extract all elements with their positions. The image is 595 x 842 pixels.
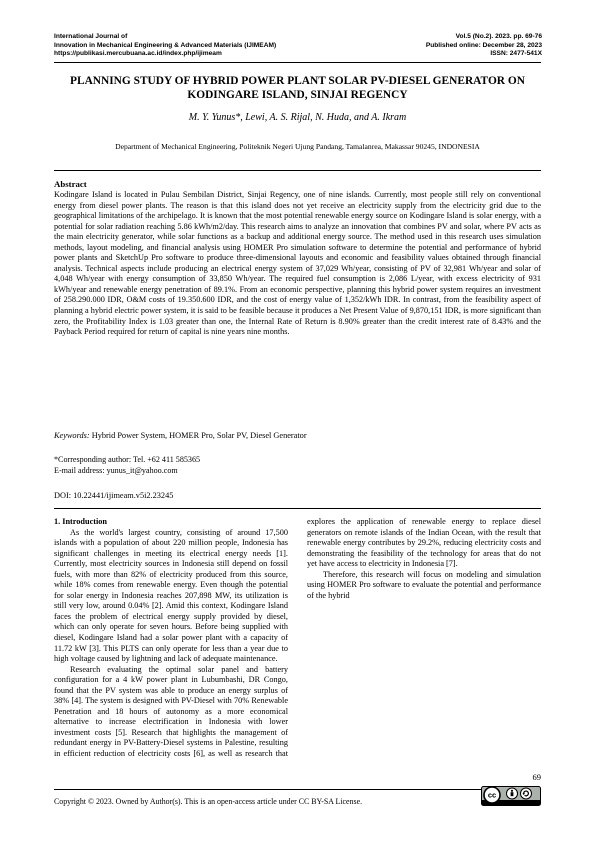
cc-by-sa-license-icon[interactable]	[481, 786, 541, 806]
svg-text:cc: cc	[487, 790, 497, 800]
doi[interactable]: DOI: 10.22441/ijimeam.v5i2.23245	[54, 491, 174, 500]
footer-rule	[54, 789, 541, 790]
page-number: 69	[532, 772, 541, 782]
introduction-paragraph-1: As the world's largest country, consisting of around 17,500 islands with a population of about 220 million people, Indonesia has significant challenges in meeting its electrical energy needs [1]. Currently, most electricity sources in Indonesia still depend on fossil fuels, with more than 82% of electricity produced from this source, while 18% comes from renewable energy. Even though the potential for solar energy in Indonesia reaches 207,898 MW, its utilization is still very low, around 0.04% [2]. Amid this context, Kodingare Island faces the problem of electrical energy supply provided by diesel, which can only operate for seven hours. Before being supplied with diesel, Kodingare Island had a solar power plant with a capacity of 11.72 kW [3]. This PLTS can only operate for less than a year due to high voltage caused by lightning and lack of adequate maintenance.	[54, 527, 288, 664]
introduction-paragraph-2: Research evaluating the optimal solar panel and battery configuration for a 4 kW power plant in Lubumbashi, DR Congo, found that the PV system was able to produce an energy surplus of 38% [4]. The system is designed with PV-Diesel with 70% Renewable Penetration and 18 hours of autonomy as a more economical alternative to increase electrification in Indonesia with lower investment costs [5]. Research that highlights the management of redundant energy in PV-Battery-Diesel systems in Palestine, resulting in efficient reduction of electricity costs [6], as well as research that	[54, 664, 288, 759]
journal-name-line1: International Journal of	[54, 33, 128, 40]
keywords	[54, 431, 541, 440]
introduction-paragraph-3: Therefore, this research will focus on modeling and simulation using HOMER Pro software to evaluate the potential and performance of the hybrid	[307, 569, 541, 600]
body-column-right	[307, 517, 541, 601]
corresponding-author: *Corresponding author: Tel. +62 411 585365	[54, 455, 201, 464]
keywords-text: Hybrid Power System, HOMER Pro, Solar PV, Diesel Generator	[91, 431, 307, 440]
paper-title: PLANNING STUDY OF HYBRID POWER PLANT SOLAR PV-DIESEL GENERATOR ON KODINGARE ISLAND, SINJAI REGENCY	[70, 75, 525, 101]
introduction-paragraph-2-continued: explores the application of renewable energy to replace diesel generators on remote islands of the Indian Ocean, with the result that renewable energy contributes by 29.2%, reducing electricity costs and demonstrating the feasibility of the technology for areas that do not yet have access to electricity in Indonesia [7].	[307, 517, 541, 569]
issn: ISSN: 2477-541X	[490, 50, 542, 58]
introduction-heading: 1. Introduction	[54, 517, 108, 526]
copyright-notice: Copyright © 2023. Owned by Author(s). This is an open-access article under CC BY-SA License.	[54, 797, 363, 806]
journal-header-left	[54, 33, 276, 59]
header-rule	[54, 62, 541, 63]
abstract-text: Kodingare Island is located in Pulau Sembilan District, Sinjai Regency, one of nine islands. Currently, most people still rely on conventional energy from diesel power plants. The reason is that this island does not yet receive an electricity supply from the electricity grid due to the geographical limitations of the archipelago. It is known that the most potential renewable energy source on Kodingare Island is solar energy, with a potential for solar radiation reaching 5.86 kWh/m2/day. This research aims to analyze an innovation that combines PV and solar, where PV acts as the main electricity generator, while solar functions as a backup and additional energy source. The method used in this research uses simulation methods, layout modeling, and financial analysis using HOMER Pro simulation software to determine the potential and performance of hybrid power plants and SketchUp Pro software to produce three-dimensional layouts and economic and feasibility values obtained through financial analysis. Technical aspects include producing an electrical energy system of 37,029 Wh/year, consisting of PV of 32,981 Wh/year and solar of 4,048 Wh/year with energy consumption of 33,850 Wh/year. The required fuel consumption is 2,086 L/year, with excess electricity of 931 kWh/year and renewable energy penetration of 89.1%. From an economic perspective, planning this hybrid power system requires an investment of 258.290.000 IDR, O&M costs of 19.350.600 IDR, and the cost of energy value of 1,352/kWh IDR. In contrast, from the feasibility aspect of planning a hybrid electric power system, it is said to be feasible because it produces a Net Present Value of 9,870,151 IDR, is more significant than zero, the Profitability Index is 1.03 greater than one, the Internal Rate of Return is 8.90% greater than the credit interest rate of 8.43% and the Payback Period required for return of capital is nine years nine months.	[54, 190, 541, 337]
author-affiliation: Department of Mechanical Engineering, Politeknik Negeri Ujung Pandang, Tamalanrea, Makassar 90245, INDONESIA	[115, 142, 480, 151]
journal-url[interactable]: https://publikasi.mercubuana.ac.id/index.php/ijimeam	[54, 50, 222, 58]
journal-header-right	[426, 33, 542, 59]
body-top-rule	[54, 508, 541, 509]
author-list: M. Y. Yunus*, Lewi, A. S. Rijal, N. Huda, and A. Ikram	[188, 112, 407, 123]
published-date: Published online: December 28, 2023	[425, 41, 542, 49]
author-email[interactable]: E-mail address: yunus_it@yahoo.com	[54, 466, 178, 475]
body-column-left	[54, 517, 288, 760]
journal-name-line2: Innovation in Mechanical Engineering & Advanced Materials (IJIMEAM)	[54, 41, 277, 49]
volume-info: Vol.5 (No.2). 2023. pp. 69-76	[455, 33, 542, 40]
correspondence	[54, 454, 200, 476]
abstract-heading: Abstract	[54, 179, 87, 189]
keywords-label: Keywords:	[54, 431, 90, 440]
abstract-top-rule	[54, 170, 541, 171]
